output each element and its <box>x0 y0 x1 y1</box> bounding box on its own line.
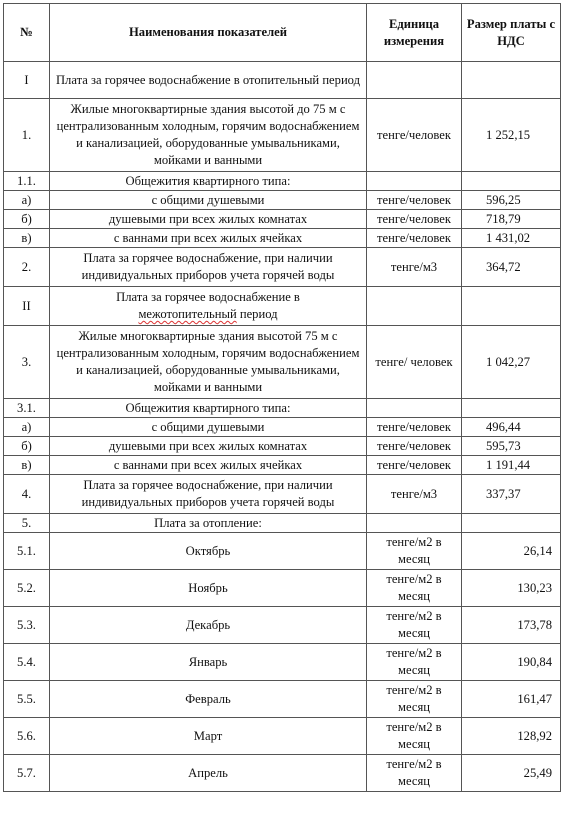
row-value: 596,25 <box>462 191 561 210</box>
row-num: 5.5. <box>4 681 50 718</box>
row-name: Декабрь <box>50 607 367 644</box>
row-value: 496,44 <box>462 418 561 437</box>
row-name: Февраль <box>50 681 367 718</box>
row-num: 5. <box>4 514 50 533</box>
row-name: Октябрь <box>50 533 367 570</box>
row-num: в) <box>4 229 50 248</box>
row-name-part: период <box>236 307 278 321</box>
row-value: 25,49 <box>462 755 561 792</box>
row-name: Ноябрь <box>50 570 367 607</box>
row-name: Общежития квартирного типа: <box>50 399 367 418</box>
table-header-row <box>4 4 561 62</box>
row-num: II <box>4 287 50 326</box>
row-value: 1 042,27 <box>462 326 561 399</box>
row-name: Плата за горячее водоснабжение, при наличии индивидуальных приборов учета горячей воды <box>50 475 367 514</box>
row-value: 595,73 <box>462 437 561 456</box>
row-unit: тенге/м2 в месяц <box>367 718 462 755</box>
table-row <box>4 399 561 418</box>
row-name <box>50 287 367 326</box>
row-unit <box>367 514 462 533</box>
table-row <box>4 570 561 607</box>
row-value: 1 191,44 <box>462 456 561 475</box>
table-row <box>4 718 561 755</box>
row-name: Плата за горячее водоснабжение, при наличии индивидуальных приборов учета горячей воды <box>50 248 367 287</box>
header-unit: Единица измерения <box>367 4 462 62</box>
row-num: 1.1. <box>4 172 50 191</box>
row-name: с ваннами при всех жилых ячейках <box>50 456 367 475</box>
row-unit: тенге/человек <box>367 229 462 248</box>
row-unit: тенге/человек <box>367 191 462 210</box>
row-name: с общими душевыми <box>50 191 367 210</box>
row-num: 3.1. <box>4 399 50 418</box>
row-value: 337,37 <box>462 475 561 514</box>
row-name: душевыми при всех жилых комнатах <box>50 210 367 229</box>
table-row <box>4 99 561 172</box>
row-num: 5.7. <box>4 755 50 792</box>
row-num: 2. <box>4 248 50 287</box>
row-unit: тенге/м2 в месяц <box>367 681 462 718</box>
row-value: 364,72 <box>462 248 561 287</box>
row-num: а) <box>4 191 50 210</box>
row-value: 718,79 <box>462 210 561 229</box>
misspelled-word: межотопительный <box>138 307 237 321</box>
table-row <box>4 644 561 681</box>
row-unit: тенге/м2 в месяц <box>367 533 462 570</box>
row-value: 130,23 <box>462 570 561 607</box>
row-unit: тенге/ человек <box>367 326 462 399</box>
row-name: Общежития квартирного типа: <box>50 172 367 191</box>
row-name: с ваннами при всех жилых ячейках <box>50 229 367 248</box>
row-num: 5.1. <box>4 533 50 570</box>
row-name: с общими душевыми <box>50 418 367 437</box>
table-row <box>4 437 561 456</box>
header-num: № <box>4 4 50 62</box>
table-row <box>4 607 561 644</box>
row-unit: тенге/человек <box>367 437 462 456</box>
row-num: 3. <box>4 326 50 399</box>
row-unit <box>367 172 462 191</box>
row-unit: тенге/человек <box>367 210 462 229</box>
row-num: I <box>4 62 50 99</box>
row-unit: тенге/м2 в месяц <box>367 755 462 792</box>
row-num: б) <box>4 210 50 229</box>
row-unit <box>367 62 462 99</box>
row-name: Апрель <box>50 755 367 792</box>
tariff-table <box>3 3 561 792</box>
row-name: Жилые многоквартирные здания высотой 75 м с централизованным холодным, горячим водоснабжением и канализацией, оборудованные умывальниками, мойками и ванными <box>50 326 367 399</box>
table-row <box>4 191 561 210</box>
row-unit: тенге/человек <box>367 418 462 437</box>
row-unit: тенге/человек <box>367 456 462 475</box>
header-value: Размер платы с НДС <box>462 4 561 62</box>
row-value: 26,14 <box>462 533 561 570</box>
table-row <box>4 533 561 570</box>
row-value: 161,47 <box>462 681 561 718</box>
row-value <box>462 62 561 99</box>
table-row <box>4 229 561 248</box>
row-num: а) <box>4 418 50 437</box>
header-name: Наименования показателей <box>50 4 367 62</box>
row-value: 190,84 <box>462 644 561 681</box>
row-name: Плата за горячее водоснабжение в отопительный период <box>50 62 367 99</box>
row-value: 1 252,15 <box>462 99 561 172</box>
row-unit: тенге/м2 в месяц <box>367 570 462 607</box>
table-row <box>4 456 561 475</box>
table-row <box>4 514 561 533</box>
row-num: 1. <box>4 99 50 172</box>
row-unit: тенге/м2 в месяц <box>367 607 462 644</box>
row-name: душевыми при всех жилых комнатах <box>50 437 367 456</box>
row-value <box>462 399 561 418</box>
row-value: 173,78 <box>462 607 561 644</box>
row-name: Плата за отопление: <box>50 514 367 533</box>
row-name-part: Плата за горячее водоснабжение в <box>116 290 300 304</box>
row-unit: тенге/м2 в месяц <box>367 644 462 681</box>
row-num: 5.3. <box>4 607 50 644</box>
table-row <box>4 475 561 514</box>
row-value: 128,92 <box>462 718 561 755</box>
table-row <box>4 62 561 99</box>
table-row <box>4 210 561 229</box>
row-num: 4. <box>4 475 50 514</box>
row-value <box>462 287 561 326</box>
row-name: Март <box>50 718 367 755</box>
row-value <box>462 172 561 191</box>
table-row <box>4 172 561 191</box>
row-unit: тенге/м3 <box>367 475 462 514</box>
table-row <box>4 248 561 287</box>
row-value <box>462 514 561 533</box>
row-name: Январь <box>50 644 367 681</box>
table-row <box>4 418 561 437</box>
row-num: б) <box>4 437 50 456</box>
row-unit <box>367 287 462 326</box>
row-value: 1 431,02 <box>462 229 561 248</box>
table-row <box>4 755 561 792</box>
table-row <box>4 287 561 326</box>
row-unit: тенге/человек <box>367 99 462 172</box>
row-num: в) <box>4 456 50 475</box>
row-num: 5.6. <box>4 718 50 755</box>
row-num: 5.4. <box>4 644 50 681</box>
row-name: Жилые многоквартирные здания высотой до 75 м с централизованным холодным, горячим водоснабжением и канализацией, оборудованные умывальниками, мойками и ванными <box>50 99 367 172</box>
table-row <box>4 326 561 399</box>
table-row <box>4 681 561 718</box>
row-unit <box>367 399 462 418</box>
row-unit: тенге/м3 <box>367 248 462 287</box>
row-num: 5.2. <box>4 570 50 607</box>
